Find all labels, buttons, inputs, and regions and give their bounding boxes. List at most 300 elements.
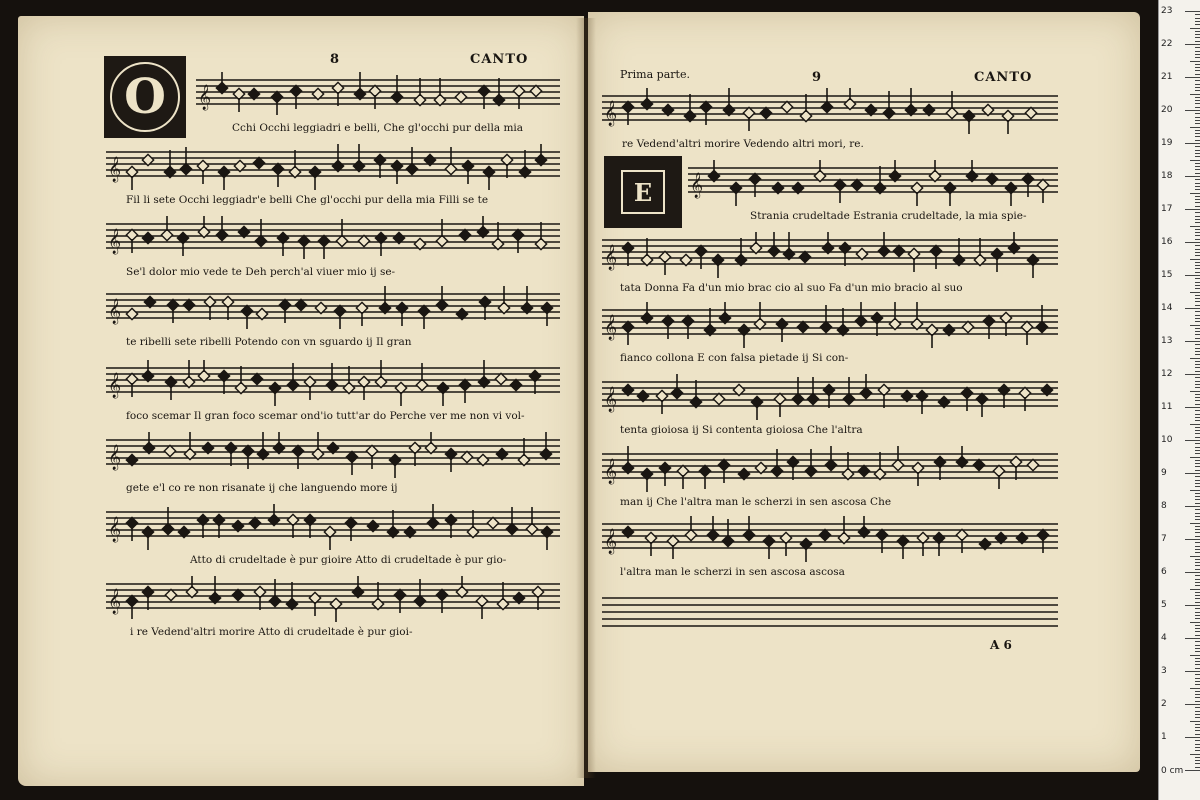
ruler-tick xyxy=(1195,450,1200,451)
right-lyric-line-4: fianco collona E con falsa pietade ij Si con- xyxy=(620,352,849,364)
ruler-tick xyxy=(1195,602,1200,603)
ruler-tick xyxy=(1195,433,1200,434)
ruler-tick xyxy=(1185,11,1200,12)
ruler-tick xyxy=(1195,344,1200,345)
ruler-tick xyxy=(1195,249,1200,250)
ruler-tick xyxy=(1185,44,1200,45)
signature-mark: A 6 xyxy=(990,638,1012,652)
ruler-tick xyxy=(1195,107,1200,108)
ruler-tick xyxy=(1185,308,1200,309)
ruler-number-6: 6 xyxy=(1161,567,1167,577)
ruler-tick xyxy=(1195,648,1200,649)
ruler-tick xyxy=(1195,196,1200,197)
ruler-tick xyxy=(1195,552,1200,553)
ruler-number-16: 16 xyxy=(1161,237,1173,247)
initial-letter-e: E xyxy=(621,170,665,214)
ruler-tick xyxy=(1195,14,1200,15)
ruler-tick xyxy=(1195,503,1200,504)
ruler-tick xyxy=(1195,51,1200,52)
ruler-tick xyxy=(1185,77,1200,78)
ruler-tick xyxy=(1190,523,1200,524)
svg-text:𝄞: 𝄞 xyxy=(604,387,618,412)
ruler-tick xyxy=(1195,608,1200,609)
ruler-tick xyxy=(1195,384,1200,385)
ruler-tick xyxy=(1190,622,1200,623)
ruler-tick xyxy=(1190,325,1200,326)
ruler-tick xyxy=(1195,100,1200,101)
ruler-tick xyxy=(1195,711,1200,712)
ruler-number-14: 14 xyxy=(1161,303,1173,313)
ruler-tick xyxy=(1195,331,1200,332)
ruler-tick xyxy=(1195,282,1200,283)
ruler-tick xyxy=(1195,526,1200,527)
ruler-tick xyxy=(1195,717,1200,718)
ruler-number-19: 19 xyxy=(1161,138,1173,148)
ruler-tick xyxy=(1195,763,1200,764)
ruler-tick xyxy=(1195,57,1200,58)
ruler-number-7: 7 xyxy=(1161,534,1167,544)
svg-text:𝄞: 𝄞 xyxy=(108,517,122,542)
ruler-number-12: 12 xyxy=(1161,369,1173,379)
ruler-tick xyxy=(1195,559,1200,560)
ruler-tick xyxy=(1195,612,1200,613)
ruler-tick xyxy=(1195,232,1200,233)
ruler-number-10: 10 xyxy=(1161,435,1173,445)
ruler-tick xyxy=(1195,757,1200,758)
ruler-tick xyxy=(1195,509,1200,510)
left-lyric-line-1: Cchi Occhi leggiadri e belli, Che gl'occhi pur della mia xyxy=(232,122,524,134)
ruler-number-18: 18 xyxy=(1161,171,1173,181)
ruler-tick xyxy=(1185,242,1200,243)
left-staff-3 xyxy=(106,216,560,254)
ruler-tick xyxy=(1195,381,1200,382)
ruler-tick xyxy=(1190,457,1200,458)
right-staff-5 xyxy=(602,374,1058,412)
right-lyric-line-5: tenta gioiosa ij Si contenta gioiosa Che l'altra xyxy=(620,424,863,436)
ruler-tick xyxy=(1195,631,1200,632)
ruler-number-15: 15 xyxy=(1161,270,1173,280)
right-voice-label: CANTO xyxy=(974,70,1033,85)
ruler-tick xyxy=(1195,579,1200,580)
ruler-tick xyxy=(1195,549,1200,550)
ruler-tick xyxy=(1195,90,1200,91)
ruler-tick xyxy=(1195,130,1200,131)
ruler-tick xyxy=(1195,404,1200,405)
ruler-tick xyxy=(1195,272,1200,273)
ruler-number-13: 13 xyxy=(1161,336,1173,346)
ruler-tick xyxy=(1195,70,1200,71)
ruler-tick xyxy=(1185,143,1200,144)
ruler-tick xyxy=(1195,470,1200,471)
ruler-tick xyxy=(1185,176,1200,177)
svg-text:𝄞: 𝄞 xyxy=(604,315,618,340)
ruler-tick xyxy=(1195,529,1200,530)
ruler-tick xyxy=(1195,750,1200,751)
ruler-tick xyxy=(1195,216,1200,217)
ruler-tick xyxy=(1195,150,1200,151)
ruler-tick xyxy=(1195,285,1200,286)
right-lyric-line-2: Strania crudeltade Estrania crudeltade, la mia spie- xyxy=(750,210,1027,222)
ruler-tick xyxy=(1185,770,1200,771)
right-staff-4 xyxy=(602,302,1058,340)
ruler-tick xyxy=(1195,427,1200,428)
right-staff-2 xyxy=(688,160,1058,198)
ruler-tick xyxy=(1195,668,1200,669)
ruler-tick xyxy=(1195,189,1200,190)
svg-text:𝄞: 𝄞 xyxy=(604,101,618,126)
ruler-tick xyxy=(1195,565,1200,566)
svg-text:𝄞: 𝄞 xyxy=(108,299,122,324)
ruler-tick xyxy=(1195,268,1200,269)
ruler-tick xyxy=(1195,67,1200,68)
ruler-tick xyxy=(1195,212,1200,213)
initial-letter: O xyxy=(110,62,180,132)
ruler-tick xyxy=(1195,351,1200,352)
ruler-tick xyxy=(1195,54,1200,55)
ruler-tick xyxy=(1195,117,1200,118)
ruler-tick xyxy=(1195,173,1200,174)
ruler-tick xyxy=(1195,691,1200,692)
ruler-tick xyxy=(1195,103,1200,104)
ruler-tick xyxy=(1195,315,1200,316)
ruler-tick xyxy=(1190,589,1200,590)
left-staff-4 xyxy=(106,286,560,324)
ruler-tick xyxy=(1195,585,1200,586)
left-staff-8 xyxy=(106,576,560,614)
ruler-tick xyxy=(1185,374,1200,375)
ruler-tick xyxy=(1195,496,1200,497)
ruler-tick xyxy=(1195,120,1200,121)
ruler-tick xyxy=(1185,275,1200,276)
ruler-tick xyxy=(1195,615,1200,616)
ruler-number-2: 2 xyxy=(1161,699,1167,709)
ruler-tick xyxy=(1195,417,1200,418)
ruler-tick xyxy=(1195,414,1200,415)
ruler-tick xyxy=(1195,678,1200,679)
right-lyric-line-3: tata Donna Fa d'un mio brac cio al suo Fa d'un mio bracio al suo xyxy=(620,282,963,294)
ruler-tick xyxy=(1195,569,1200,570)
ruler-tick xyxy=(1195,519,1200,520)
ruler-tick xyxy=(1195,140,1200,141)
ruler-tick xyxy=(1185,737,1200,738)
ruler-tick xyxy=(1195,734,1200,735)
ruler-tick xyxy=(1195,625,1200,626)
left-staff-1 xyxy=(196,72,560,110)
ruler-tick xyxy=(1195,463,1200,464)
ruler-tick xyxy=(1185,473,1200,474)
ruler-tick xyxy=(1195,64,1200,65)
ruler-tick xyxy=(1195,694,1200,695)
ruler-tick xyxy=(1195,21,1200,22)
ruler-tick xyxy=(1195,641,1200,642)
ruler-tick xyxy=(1195,486,1200,487)
ruler-tick xyxy=(1195,206,1200,207)
ruler-tick xyxy=(1195,364,1200,365)
svg-text:𝄞: 𝄞 xyxy=(690,173,704,198)
ruler-tick xyxy=(1195,169,1200,170)
svg-text:𝄞: 𝄞 xyxy=(108,445,122,470)
svg-text:𝄞: 𝄞 xyxy=(604,245,618,270)
ruler-tick xyxy=(1195,516,1200,517)
ruler-tick xyxy=(1195,202,1200,203)
ruler-tick xyxy=(1195,146,1200,147)
svg-text:𝄞: 𝄞 xyxy=(198,85,212,110)
ruler-tick xyxy=(1195,163,1200,164)
ruler-tick xyxy=(1195,681,1200,682)
ruler-tick xyxy=(1195,252,1200,253)
ruler-tick xyxy=(1195,305,1200,306)
ruler-tick xyxy=(1195,387,1200,388)
ruler-tick xyxy=(1195,542,1200,543)
ruler-tick xyxy=(1190,160,1200,161)
ruler-tick xyxy=(1190,391,1200,392)
ruler-tick xyxy=(1195,430,1200,431)
ruler-tick xyxy=(1195,595,1200,596)
ruler-tick xyxy=(1195,298,1200,299)
ruler-tick xyxy=(1195,397,1200,398)
ruler-tick xyxy=(1190,358,1200,359)
ruler-tick xyxy=(1195,645,1200,646)
right-lyric-line-6: man ij Che l'altra man le scherzi in sen ascosa Che xyxy=(620,496,892,508)
ruler-tick xyxy=(1195,447,1200,448)
ruler-tick xyxy=(1195,664,1200,665)
ruler-tick xyxy=(1195,628,1200,629)
ruler-number-21: 21 xyxy=(1161,72,1173,82)
ruler-tick xyxy=(1195,684,1200,685)
ruler-tick xyxy=(1190,754,1200,755)
left-lyric-line-3: Se'l dolor mio vede te Deh perch'al viuer mio ij se- xyxy=(126,266,396,278)
ruler-tick xyxy=(1195,707,1200,708)
left-page-number: 8 xyxy=(330,52,341,67)
ruler-tick xyxy=(1195,744,1200,745)
ruler-tick xyxy=(1195,265,1200,266)
ruler-tick xyxy=(1195,338,1200,339)
svg-text:𝄞: 𝄞 xyxy=(108,373,122,398)
ruler-tick xyxy=(1195,460,1200,461)
ruler-tick xyxy=(1195,328,1200,329)
ruler-tick xyxy=(1195,222,1200,223)
ruler-tick xyxy=(1195,714,1200,715)
part-label: Prima parte. xyxy=(620,68,690,81)
ruler-tick xyxy=(1195,536,1200,537)
ruler-tick xyxy=(1195,483,1200,484)
ruler-number-4: 4 xyxy=(1161,633,1167,643)
right-staff-7 xyxy=(602,516,1058,554)
ruler-tick xyxy=(1195,74,1200,75)
ruler-tick xyxy=(1195,493,1200,494)
ruler-tick xyxy=(1195,674,1200,675)
ruler-tick xyxy=(1195,513,1200,514)
ruler-tick xyxy=(1190,556,1200,557)
ruler-tick xyxy=(1195,767,1200,768)
empty-staff xyxy=(602,594,1058,624)
ruler-tick xyxy=(1185,407,1200,408)
ruler-tick xyxy=(1195,47,1200,48)
ruler-tick xyxy=(1195,740,1200,741)
ruler-tick xyxy=(1195,179,1200,180)
ruler-tick xyxy=(1195,278,1200,279)
ruler-tick xyxy=(1195,123,1200,124)
ruler-tick xyxy=(1190,292,1200,293)
ruler-tick xyxy=(1195,701,1200,702)
ruler-number-1: 1 xyxy=(1161,732,1167,742)
left-lyric-line-4: te ribelli sete ribelli Potendo con vn sguardo ij Il gran xyxy=(126,336,412,348)
ruler-tick xyxy=(1190,259,1200,260)
ruler-tick xyxy=(1195,575,1200,576)
left-voice-label: CANTO xyxy=(470,52,529,67)
ruler-tick xyxy=(1190,721,1200,722)
right-page-number: 9 xyxy=(812,70,823,85)
ruler-tick xyxy=(1195,113,1200,114)
decorated-initial-o xyxy=(104,56,186,138)
ruler-number-0: 0 cm xyxy=(1161,766,1184,776)
ruler-tick xyxy=(1195,377,1200,378)
ruler-tick xyxy=(1195,229,1200,230)
ruler-tick xyxy=(1195,361,1200,362)
ruler-tick xyxy=(1195,235,1200,236)
left-lyric-line-2: Fil li sete Occhi leggiadr'e belli Che gl'occhi pur della mia Filli se te xyxy=(126,194,489,206)
left-lyric-line-7: Atto di crudeltade è pur gioire Atto di crudeltade è pur gio- xyxy=(190,554,507,566)
ruler-tick xyxy=(1195,166,1200,167)
ruler-tick xyxy=(1195,255,1200,256)
left-staff-5 xyxy=(106,360,560,398)
ruler-tick xyxy=(1195,598,1200,599)
decorated-initial-e xyxy=(604,156,682,228)
ruler-tick xyxy=(1195,41,1200,42)
ruler-tick xyxy=(1195,37,1200,38)
ruler-tick xyxy=(1195,348,1200,349)
ruler-tick xyxy=(1195,466,1200,467)
ruler-tick xyxy=(1195,651,1200,652)
ruler-tick xyxy=(1195,453,1200,454)
ruler-tick xyxy=(1195,730,1200,731)
ruler-tick xyxy=(1195,199,1200,200)
ruler-tick xyxy=(1190,424,1200,425)
ruler-tick xyxy=(1195,354,1200,355)
ruler-number-17: 17 xyxy=(1161,204,1173,214)
ruler-tick xyxy=(1195,288,1200,289)
svg-text:𝄞: 𝄞 xyxy=(108,229,122,254)
ruler-tick xyxy=(1190,226,1200,227)
ruler-tick xyxy=(1195,394,1200,395)
ruler-tick xyxy=(1195,724,1200,725)
ruler-tick xyxy=(1185,572,1200,573)
ruler-tick xyxy=(1195,239,1200,240)
ruler-tick xyxy=(1195,760,1200,761)
ruler-number-22: 22 xyxy=(1161,39,1173,49)
left-lyric-line-8: i re Vedend'altri morire Atto di crudeltade è pur gioi- xyxy=(130,626,413,638)
ruler-tick xyxy=(1195,618,1200,619)
svg-text:𝄞: 𝄞 xyxy=(604,529,618,554)
ruler-tick xyxy=(1195,97,1200,98)
ruler-tick xyxy=(1185,110,1200,111)
ruler-tick xyxy=(1195,480,1200,481)
ruler-tick xyxy=(1195,367,1200,368)
ruler-tick xyxy=(1190,490,1200,491)
ruler-number-8: 8 xyxy=(1161,501,1167,511)
left-staff-6 xyxy=(106,432,560,470)
svg-text:𝄞: 𝄞 xyxy=(108,157,122,182)
ruler-tick xyxy=(1195,133,1200,134)
ruler-tick xyxy=(1195,592,1200,593)
ruler-tick xyxy=(1195,156,1200,157)
ruler-tick xyxy=(1195,295,1200,296)
ruler-tick xyxy=(1195,443,1200,444)
ruler-tick xyxy=(1195,747,1200,748)
left-lyric-line-5: foco scemar Il gran foco scemar ond'io tutt'ar do Perche ver me non vi vol- xyxy=(126,410,525,422)
ruler-tick xyxy=(1185,440,1200,441)
ruler-tick xyxy=(1195,136,1200,137)
ruler-tick xyxy=(1190,61,1200,62)
ruler-tick xyxy=(1195,321,1200,322)
svg-text:𝄞: 𝄞 xyxy=(108,589,122,614)
ruler-tick xyxy=(1185,638,1200,639)
measurement-ruler xyxy=(1158,0,1200,800)
ruler-tick xyxy=(1195,318,1200,319)
ruler-number-5: 5 xyxy=(1161,600,1167,610)
ruler-number-11: 11 xyxy=(1161,402,1173,412)
ruler-tick xyxy=(1185,539,1200,540)
right-staff-1 xyxy=(602,88,1058,126)
ruler-tick xyxy=(1195,87,1200,88)
ruler-tick xyxy=(1185,605,1200,606)
ruler-tick xyxy=(1185,341,1200,342)
ruler-tick xyxy=(1185,671,1200,672)
svg-text:𝄞: 𝄞 xyxy=(604,459,618,484)
ruler-tick xyxy=(1185,506,1200,507)
ruler-tick xyxy=(1195,410,1200,411)
book-gutter xyxy=(576,18,596,778)
ruler-tick xyxy=(1195,80,1200,81)
ruler-tick xyxy=(1190,655,1200,656)
ruler-tick xyxy=(1190,688,1200,689)
right-lyric-line-1: re Vedend'altri morire Vedendo altri mori, re. xyxy=(622,138,864,150)
ruler-tick xyxy=(1195,219,1200,220)
right-staff-3 xyxy=(602,232,1058,270)
ruler-tick xyxy=(1190,127,1200,128)
ruler-tick xyxy=(1185,209,1200,210)
ruler-tick xyxy=(1195,476,1200,477)
ruler-tick xyxy=(1195,546,1200,547)
ruler-tick xyxy=(1195,34,1200,35)
ruler-tick xyxy=(1195,562,1200,563)
ruler-tick xyxy=(1190,94,1200,95)
ruler-tick xyxy=(1195,31,1200,32)
ruler-tick xyxy=(1195,499,1200,500)
ruler-tick xyxy=(1195,245,1200,246)
ruler-tick xyxy=(1190,28,1200,29)
right-staff-6 xyxy=(602,446,1058,484)
ruler-tick xyxy=(1195,437,1200,438)
ruler-tick xyxy=(1195,18,1200,19)
right-lyric-line-7: l'altra man le scherzi in sen ascosa ascosa xyxy=(620,566,845,578)
ruler-tick xyxy=(1195,420,1200,421)
ruler-tick xyxy=(1195,661,1200,662)
ruler-tick xyxy=(1195,186,1200,187)
ruler-tick xyxy=(1195,697,1200,698)
ruler-tick xyxy=(1195,582,1200,583)
ruler-tick xyxy=(1195,727,1200,728)
ruler-tick xyxy=(1195,400,1200,401)
ruler-number-9: 9 xyxy=(1161,468,1167,478)
ruler-tick xyxy=(1195,262,1200,263)
left-staff-7 xyxy=(106,504,560,542)
ruler-tick xyxy=(1195,183,1200,184)
ruler-tick xyxy=(1195,635,1200,636)
ruler-tick xyxy=(1195,153,1200,154)
ruler-tick xyxy=(1195,84,1200,85)
ruler-tick xyxy=(1190,193,1200,194)
